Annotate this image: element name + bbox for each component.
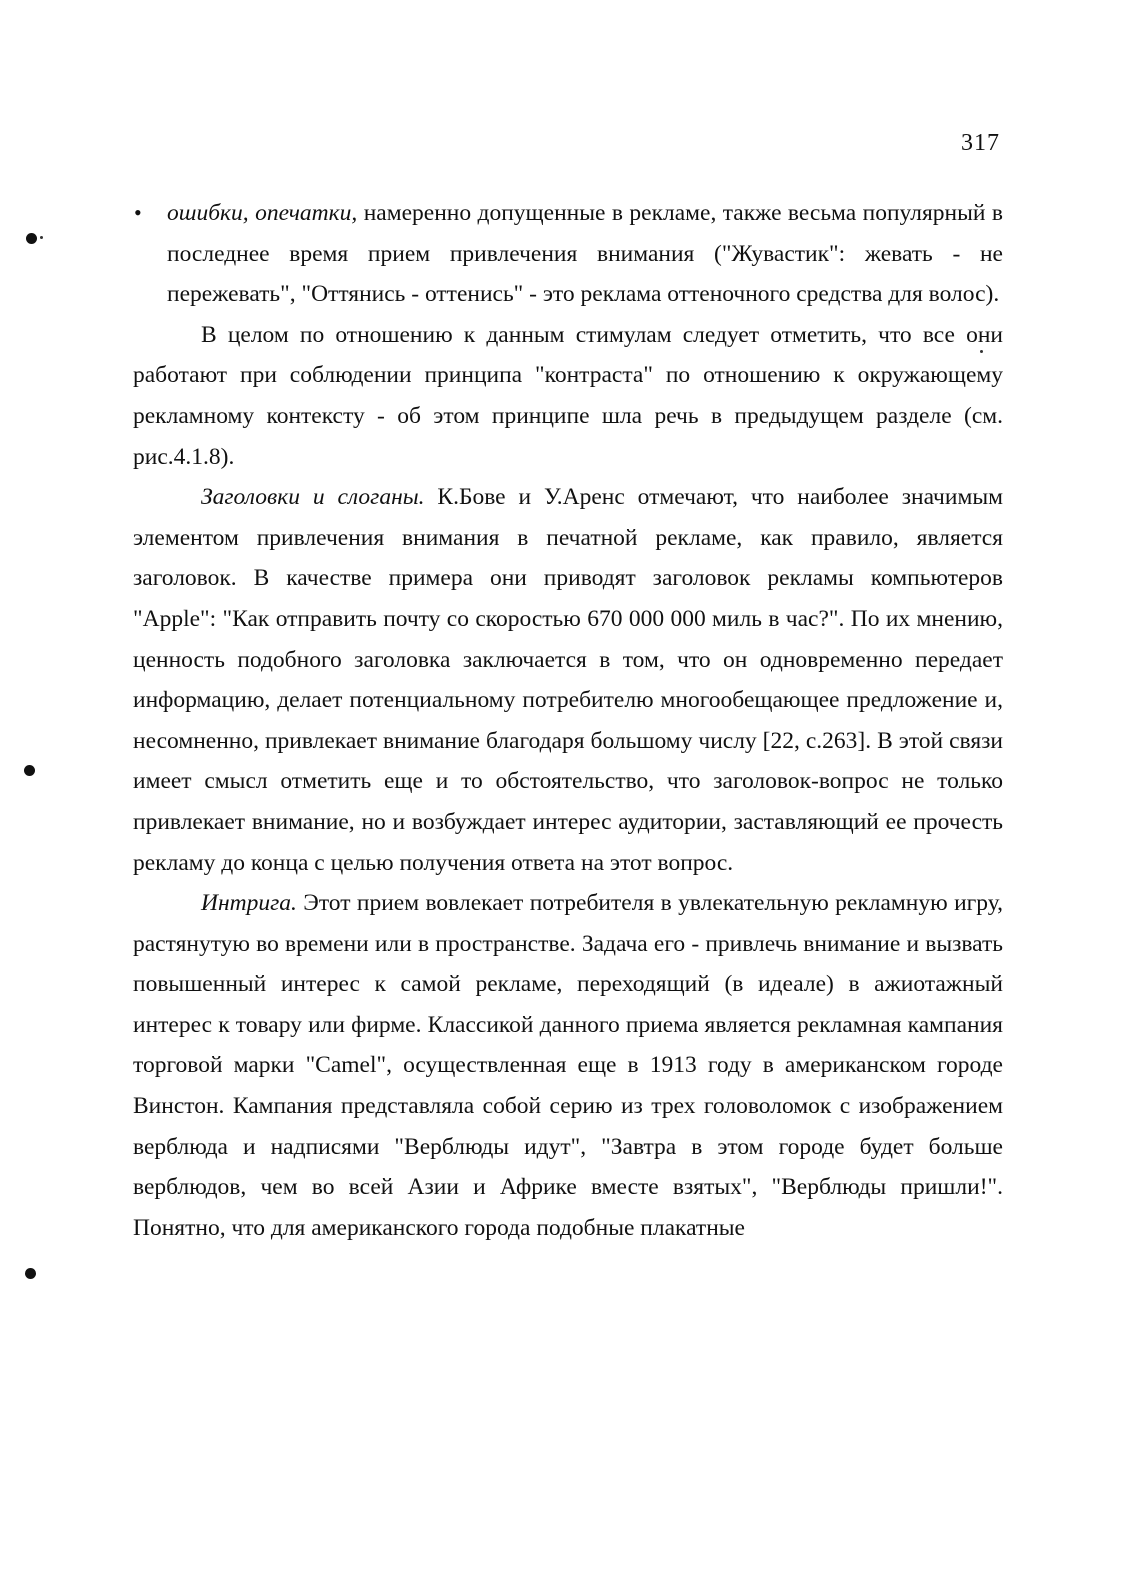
paragraph-text: Этот прием вовлекает потребителя в увлекательную рекламную игру, растянутую во времени или в пространстве. Задача его - привлечь внимание и вызвать повышенный интерес к самой рекламе, переходящий (в идеале) в ажиотажный интерес к товару или фирме. Классикой данного приема является рекламная кампания торговой марки "Camel", осуществленная еще в 1913 году в американском городе Винстон. Кампания представляла собой серию из трех головоломок с изображением верблюда и надписями "Верблюды идут", "Завтра в этом городе будет больше верблюдов, чем во всей Азии и Африке вместе взятых", "Верблюды пришли!". Понятно, что для американского города подобные плакатные bbox=[133, 890, 1003, 1241]
paragraph-text: В целом по отношению к данным стимулам следует отметить, что все они работают при соблюдении принципа "контраста" по отношению к окружающему рекламному контексту - об этом принципе шла речь в предыдущем разделе (см. рис.4.1.8). bbox=[133, 321, 1003, 470]
page-body bbox=[133, 193, 1003, 1248]
bullet-term: ошибки, опечатки, bbox=[167, 200, 358, 226]
bullet-list-item bbox=[133, 193, 1003, 315]
paragraph-contrast bbox=[133, 315, 1003, 477]
bullet-text: намеренно допущенные в рекламе, также весьма популярный в последнее время прием привлечения внимания ("Жувастик": жевать - не пережевать", "Оттянись - оттенись" - это реклама оттеночного средства для волос). bbox=[167, 200, 1003, 308]
paragraph-lead: Интрига. bbox=[201, 890, 297, 917]
punch-hole-mark bbox=[24, 765, 35, 776]
paragraph-headlines bbox=[133, 477, 1003, 883]
punch-hole-mark bbox=[25, 1268, 36, 1279]
paragraph-lead: Заголовки и слоганы. bbox=[201, 484, 425, 511]
paragraph-text: К.Бове и У.Аренс отмечают, что наиболее значимым элементом привлечения внимания в печатной рекламе, как правило, является заголовок. В качестве примера они приводят заголовок рекламы компьютеров "Apple": "Как отправить почту со скоростью 670 000 000 миль в час?". По их мнению, ценность подобного заголовка заключается в том, что он одновременно передает информацию, делает потенциальному потребителю многообещающее предложение и, несомненно, привлекает внимание благодаря большому числу [22, с.263]. В этой связи имеет смысл отметить еще и то обстоятельство, что заголовок-вопрос не только привлекает внимание, но и возбуждает интерес аудитории, заставляющий ее прочесть рекламу до конца с целью получения ответа на этот вопрос. bbox=[133, 484, 1003, 876]
paragraph-intrigue bbox=[133, 883, 1003, 1248]
scan-speck bbox=[40, 236, 43, 239]
page-number: 317 bbox=[961, 130, 1000, 156]
bullet-marker: • bbox=[134, 200, 142, 225]
punch-hole-mark bbox=[26, 233, 37, 244]
